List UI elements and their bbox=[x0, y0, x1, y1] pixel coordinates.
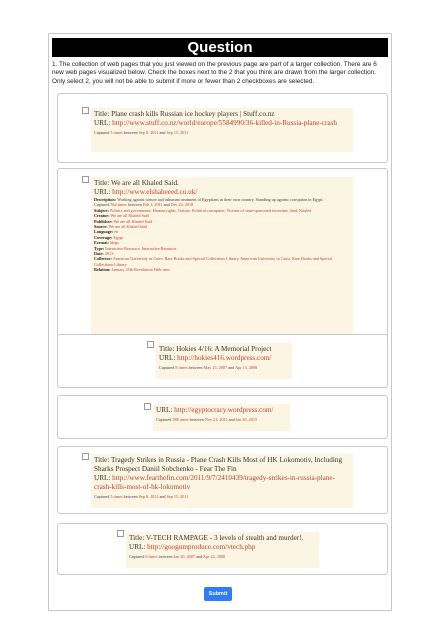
meta-label: Date: bbox=[94, 251, 104, 257]
meta-value[interactable]: Politics and government, Human rights, Torture, Political corruption, Victims of state-sponsored terrorism, Said, Khaled bbox=[109, 207, 312, 213]
capture-count[interactable]: 564 times bbox=[110, 202, 127, 208]
card-url-link[interactable]: http://www.fearthefin.com/2011/9/7/2410439/tragedy-strikes-in-russia-plane-crash-kills-most-of-hk-lokomotiv bbox=[94, 474, 335, 491]
capture-to[interactable]: Sep 15, 2011 bbox=[166, 130, 189, 135]
url-label: URL: bbox=[94, 188, 113, 196]
card-url-line bbox=[156, 406, 287, 415]
capture-to[interactable]: Sep 15, 2011 bbox=[166, 494, 189, 499]
capture-text: between bbox=[187, 365, 204, 370]
url-label: URL: bbox=[94, 474, 113, 482]
list-item bbox=[57, 395, 388, 439]
item-checkbox[interactable] bbox=[82, 107, 89, 114]
capture-text: Captured bbox=[159, 365, 176, 370]
capture-info bbox=[94, 494, 350, 500]
meta-value[interactable]: American University in Cairo. Rare Books and Special Collections Library, American University in Cairo. Rare Books and Special Collections Library bbox=[94, 256, 333, 267]
meta-label: Creator: bbox=[94, 213, 110, 219]
webpage-card bbox=[153, 404, 290, 431]
card-url-line bbox=[94, 474, 350, 492]
capture-text: Captured bbox=[94, 130, 111, 135]
capture-text: between bbox=[122, 494, 139, 499]
capture-to[interactable]: Dec 24, 2018 bbox=[170, 202, 194, 208]
capture-to[interactable]: Apr 13, 2008 bbox=[234, 365, 258, 370]
capture-text: Captured bbox=[129, 554, 146, 559]
capture-from[interactable]: Nov 21, 2011 bbox=[204, 417, 228, 422]
url-label: URL: bbox=[156, 406, 175, 414]
webpage-card bbox=[91, 108, 353, 152]
card-url-link[interactable]: http://googumproduce.com/vtech.php bbox=[147, 543, 256, 551]
capture-to[interactable]: Jan 30, 2015 bbox=[235, 417, 258, 422]
meta-label: Source: bbox=[94, 224, 108, 230]
list-item bbox=[57, 168, 388, 354]
meta-label: Coverage: bbox=[94, 234, 113, 240]
card-title: Title: Hokies 4/16: A Memorial Project bbox=[159, 345, 272, 353]
capture-text: and bbox=[227, 365, 235, 370]
webpage-card bbox=[91, 454, 353, 508]
meta-label: Type: bbox=[94, 245, 105, 251]
meta-label: Relation: bbox=[94, 267, 111, 273]
meta-value[interactable]: en bbox=[114, 229, 119, 235]
card-url-line bbox=[129, 543, 316, 552]
card-url-line bbox=[94, 119, 350, 128]
meta-label: Publisher: bbox=[94, 218, 113, 224]
card-url-line bbox=[159, 354, 289, 363]
capture-from[interactable]: Jan 20, 2007 bbox=[173, 554, 195, 559]
capture-text: and bbox=[227, 417, 236, 422]
meta-value[interactable]: blogs bbox=[109, 240, 120, 246]
item-checkbox[interactable] bbox=[144, 403, 151, 410]
meta-label: Format: bbox=[94, 240, 109, 246]
capture-info bbox=[129, 554, 316, 560]
meta-value[interactable]: We are all Khaled Said bbox=[110, 213, 149, 219]
capture-text: and bbox=[158, 494, 167, 499]
meta-label: Description: bbox=[94, 197, 117, 202]
url-label: URL: bbox=[129, 543, 148, 551]
card-url-link[interactable]: http://www.elshaheeed.co.uk/ bbox=[112, 188, 198, 196]
meta-collector bbox=[94, 256, 350, 267]
capture-from[interactable]: Feb 1, 2011 bbox=[142, 202, 163, 208]
card-url-link[interactable]: http://www.stuff.co.nz/world/europe/5584990/36-killed-in-Russia-plane-crash bbox=[112, 119, 337, 127]
card-title: Title: Plane crash kills Russian ice hockey players | Stuff.co.nz bbox=[94, 110, 275, 118]
capture-text: Captured bbox=[94, 202, 111, 208]
instructions-text: 1. The collection of web pages that you just viewed on the previous page are part of a larger collection. There are 6 new web pages visualized below. Check the boxes next to the 2 that you think are drawn from the larger collection. Only select 2, you will not be able to submit if more or fewer than 2 checkboxes are selected. bbox=[52, 61, 377, 85]
capture-info bbox=[94, 130, 350, 136]
capture-count[interactable]: 388 times bbox=[172, 417, 189, 422]
meta-value[interactable]: We are all Khaled Said bbox=[113, 218, 153, 224]
capture-info bbox=[159, 365, 289, 371]
meta-value[interactable]: 2011- bbox=[104, 251, 115, 257]
capture-text: between bbox=[157, 554, 174, 559]
webpage-card bbox=[91, 177, 353, 342]
meta-value: Working against torture and inhuman treatment of Egyptians in their own country. Standing up against corruption in Egypt. bbox=[117, 197, 324, 202]
capture-text: between bbox=[122, 130, 139, 135]
meta-label: Subject: bbox=[94, 207, 109, 213]
list-item bbox=[57, 446, 388, 514]
capture-text: Captured bbox=[94, 494, 111, 499]
capture-text: between bbox=[188, 417, 205, 422]
submit-button[interactable]: Submit bbox=[204, 587, 232, 601]
webpage-card bbox=[126, 532, 319, 568]
card-url-line bbox=[94, 188, 350, 197]
capture-info bbox=[156, 417, 287, 423]
meta-label: Language: bbox=[94, 229, 114, 235]
list-item bbox=[57, 334, 388, 388]
page-title: Question bbox=[52, 38, 388, 57]
capture-text: Captured bbox=[156, 417, 173, 422]
capture-from[interactable]: May 25, 2007 bbox=[203, 365, 228, 370]
capture-count[interactable]: 6 times bbox=[145, 554, 158, 559]
url-label: URL: bbox=[159, 354, 178, 362]
webpage-card bbox=[156, 343, 292, 379]
card-title: Title: Tragedy Strikes in Russia - Plane Crash Kills Most of HK Lokomotiv, Including Sharks Prospect Daniil Sobchenko - Fear The Fin bbox=[94, 456, 343, 473]
card-url-link[interactable]: http://egyptocracy.wordpress.com/ bbox=[174, 406, 274, 414]
meta-value[interactable]: We are all Khaled Said bbox=[108, 224, 148, 230]
meta-relation bbox=[94, 267, 350, 272]
capture-text: and bbox=[162, 202, 171, 208]
capture-count[interactable]: 5 times bbox=[110, 494, 123, 499]
url-label: URL: bbox=[94, 119, 113, 127]
item-checkbox[interactable] bbox=[82, 176, 89, 183]
capture-text: and bbox=[158, 130, 167, 135]
meta-value[interactable]: Interactive Resource, Interactive Resource bbox=[105, 245, 177, 251]
item-checkbox[interactable] bbox=[82, 453, 89, 460]
item-checkbox[interactable] bbox=[117, 530, 124, 537]
meta-value[interactable]: Egypt bbox=[113, 234, 124, 240]
card-url-link[interactable]: http://hokies416.wordpress.com/ bbox=[177, 354, 272, 362]
list-item bbox=[57, 523, 388, 575]
capture-count[interactable]: 5 times bbox=[110, 130, 123, 135]
capture-count[interactable]: 8 times bbox=[175, 365, 188, 370]
card-title: Title: We are all Khaled Said. bbox=[94, 179, 179, 187]
capture-from[interactable]: Sep 8, 2011 bbox=[138, 494, 159, 499]
capture-to[interactable]: Apr 22, 2008 bbox=[202, 554, 226, 559]
list-item bbox=[57, 93, 388, 163]
meta-value[interactable]: January 25th Revolution Web sites bbox=[111, 267, 170, 273]
card-title: Title: V-TECH RAMPAGE - 3 levels of stealth and murder!. bbox=[129, 534, 304, 542]
meta-label: Collector: bbox=[94, 256, 112, 262]
capture-text: and bbox=[194, 554, 203, 559]
capture-text: between bbox=[126, 202, 143, 208]
item-checkbox[interactable] bbox=[147, 341, 154, 348]
capture-from[interactable]: Sep 8, 2011 bbox=[138, 130, 159, 135]
